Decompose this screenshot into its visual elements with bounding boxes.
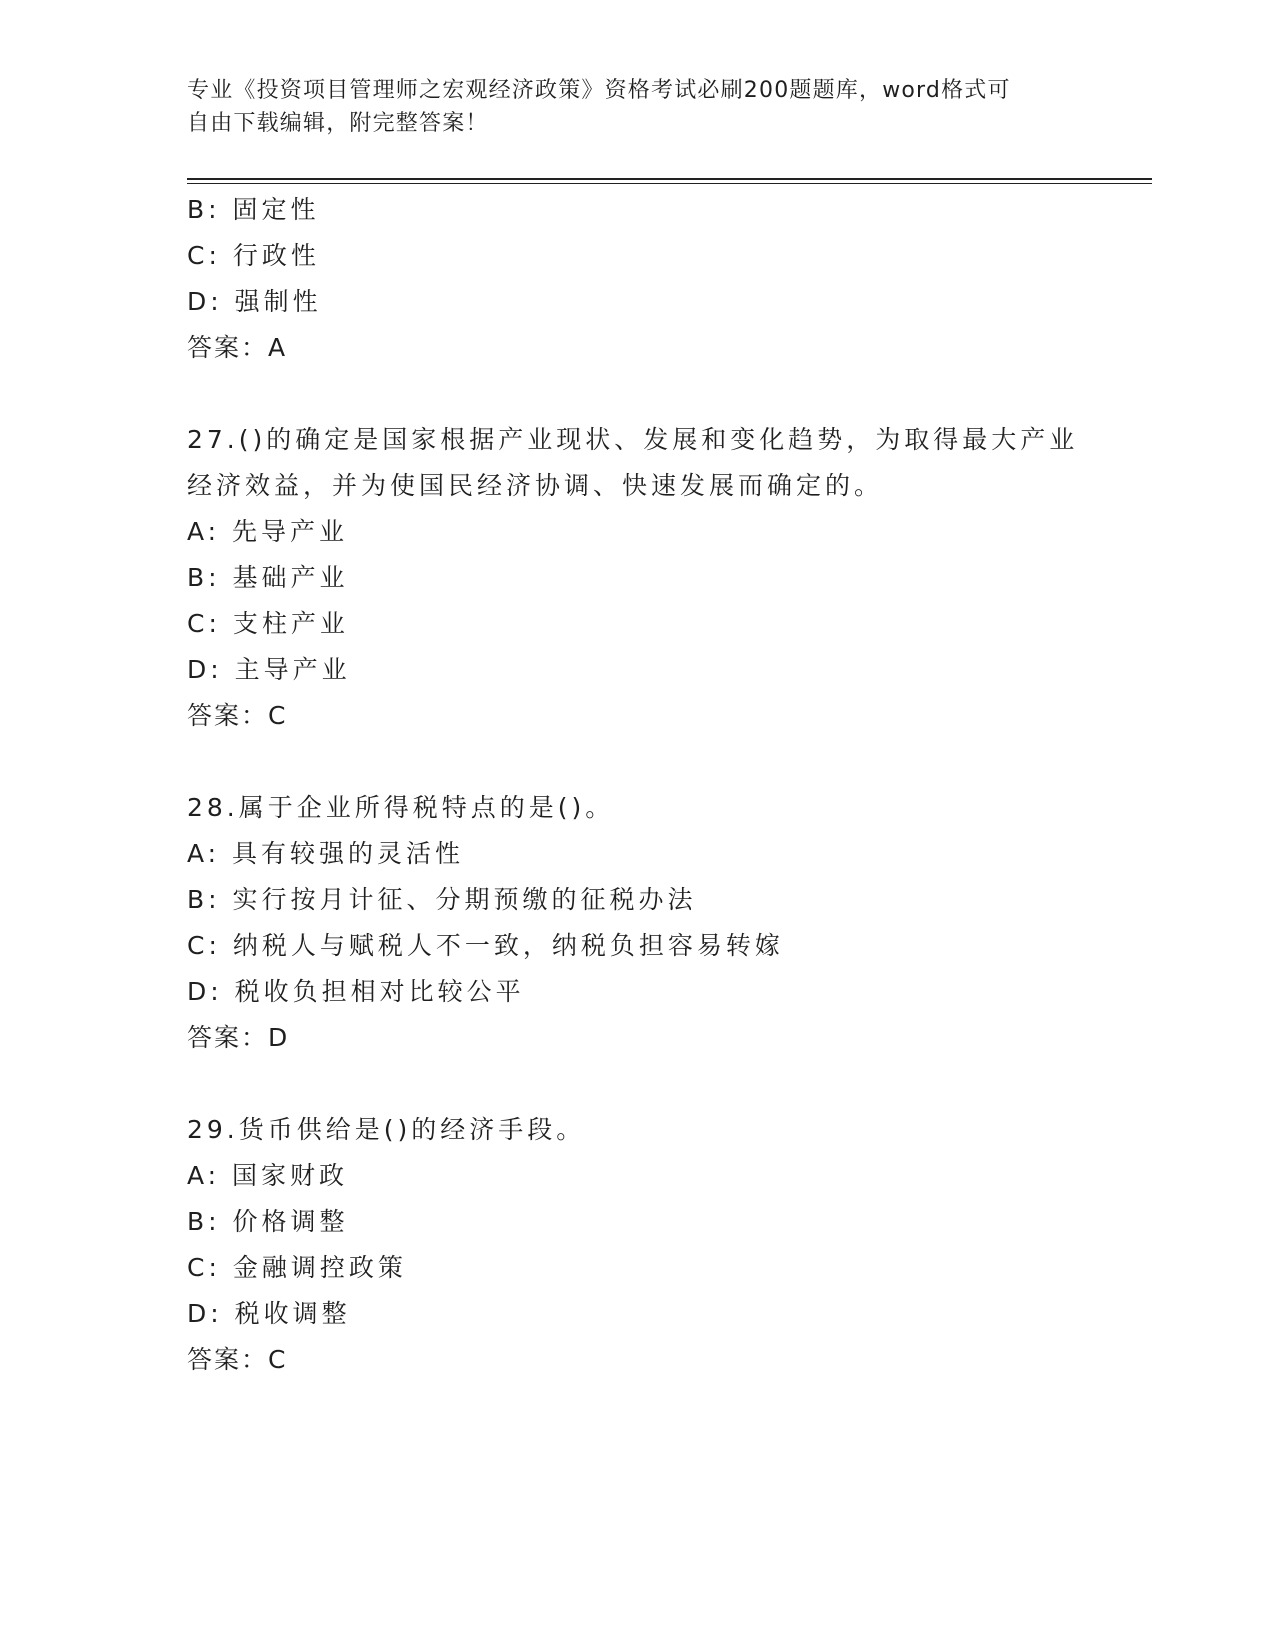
option-c: C: 纳税人与赋税人不一致，纳税负担容易转嫁 bbox=[187, 931, 784, 960]
option-b: B: 价格调整 bbox=[187, 1207, 349, 1236]
header-title-line-1: 专业《投资项目管理师之宏观经济政策》资格考试必刷200题题库，word格式可 bbox=[187, 78, 1011, 103]
option-d: D: 主导产业 bbox=[187, 655, 351, 684]
option-a: A: 国家财政 bbox=[187, 1161, 349, 1190]
spacer bbox=[187, 371, 1087, 417]
option-b: B: 固定性 bbox=[187, 195, 320, 224]
question-28 bbox=[187, 785, 1087, 1061]
option-c: C: 支柱产业 bbox=[187, 609, 349, 638]
question-text-line-2: 经济效益，并为使国民经济协调、快速发展而确定的。 bbox=[187, 471, 884, 500]
option-a: A: 先导产业 bbox=[187, 517, 349, 546]
spacer bbox=[187, 739, 1087, 785]
option-b: B: 实行按月计征、分期预缴的征税办法 bbox=[187, 885, 697, 914]
question-26 bbox=[187, 187, 1087, 371]
option-d: D: 强制性 bbox=[187, 287, 322, 316]
header-title-line-2: 自由下载编辑，附完整答案！ bbox=[187, 111, 489, 136]
question-27 bbox=[187, 417, 1087, 739]
answer: 答案：D bbox=[187, 1023, 290, 1052]
spacer bbox=[187, 1061, 1087, 1107]
document-header bbox=[187, 74, 1067, 140]
answer: 答案：A bbox=[187, 333, 288, 362]
option-b: B: 基础产业 bbox=[187, 563, 349, 592]
option-d: D: 税收调整 bbox=[187, 1299, 351, 1328]
option-c: C: 金融调控政策 bbox=[187, 1253, 407, 1282]
header-divider bbox=[187, 178, 1152, 184]
question-text-line-1: 27.()的确定是国家根据产业现状、发展和变化趋势，为取得最大产业 bbox=[187, 425, 1079, 454]
question-list bbox=[187, 187, 1087, 1383]
option-d: D: 税收负担相对比较公平 bbox=[187, 977, 525, 1006]
question-text: 29.货币供给是()的经济手段。 bbox=[187, 1115, 586, 1144]
answer: 答案：C bbox=[187, 701, 288, 730]
option-a: A: 具有较强的灵活性 bbox=[187, 839, 465, 868]
option-c: C: 行政性 bbox=[187, 241, 320, 270]
question-text: 28.属于企业所得税特点的是()。 bbox=[187, 793, 615, 822]
answer: 答案：C bbox=[187, 1345, 288, 1374]
question-29 bbox=[187, 1107, 1087, 1383]
